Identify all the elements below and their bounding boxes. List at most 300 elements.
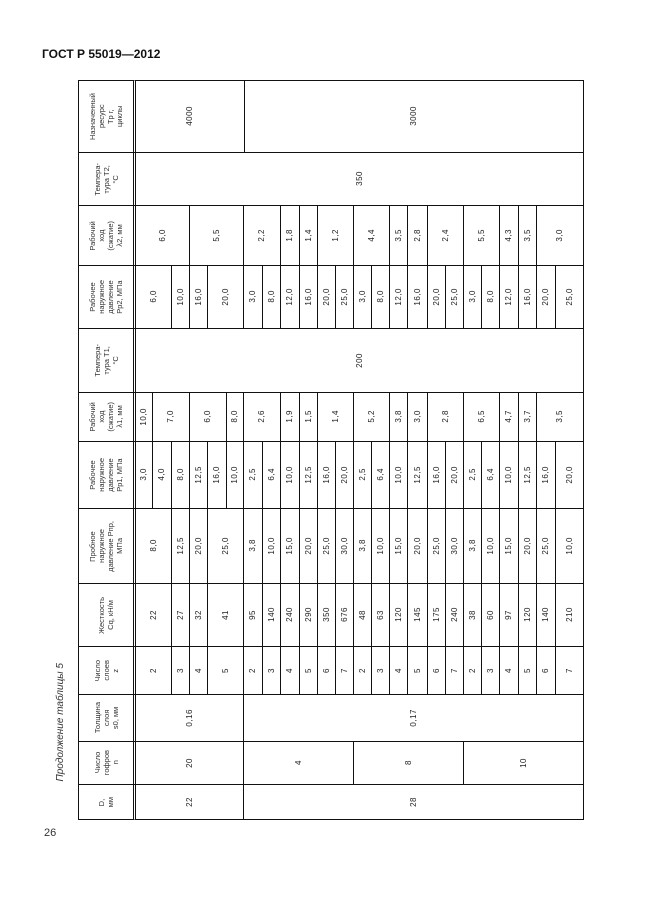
cell-value: 140 [266,607,276,622]
table-cell-ppr [189,508,208,584]
column-header-label: D, мм [97,796,115,808]
table-cell-ppr [243,508,263,584]
cell-value: 25,0 [564,287,574,306]
cell-value: 2,5 [357,468,367,481]
cell-value: 4 [393,667,403,673]
cell-value: 4 [504,667,513,673]
cell-value: 2 [148,667,158,673]
table-cell-lambda2 [536,205,584,266]
table-cell-p2 [481,265,500,329]
cell-value: 20,0 [541,287,550,306]
table-cell-p2 [371,265,390,329]
table-cell-lambda1 [389,392,408,442]
table-cell-p1 [280,441,300,509]
cell-value: 4,3 [504,228,513,242]
table-cell-cq [407,583,428,647]
table-cell-z [445,646,464,695]
table-cell-p2 [171,265,190,329]
cell-value: 6,0 [148,290,158,303]
cell-value: 3 [175,667,185,673]
column-header-label: Рабочий ход (сжатие) λ1, мм [88,402,124,432]
table-cell-z [536,646,556,695]
cell-value: 140 [541,607,550,622]
column-header-label: Темпера- тура T2, °C [92,162,120,196]
table-cell-p2 [536,265,556,329]
cell-value: 12,5 [303,465,313,484]
table-caption-text: Продолжение таблицы 5 [54,663,66,782]
cell-value: 8,0 [175,468,185,481]
table-cell-lambda1 [280,392,300,442]
table-cell-z [555,646,584,695]
column-header-z [78,646,136,695]
table-cell-p2 [243,265,263,329]
cell-value: 16,0 [303,287,313,306]
cell-value: 145 [412,607,422,622]
table-cell-p2 [353,265,372,329]
table-cell-lambda1 [536,392,584,442]
cell-value: 6,0 [203,410,212,423]
column-header-s0 [78,694,136,742]
cell-value: 25,0 [321,536,331,555]
table-cell-lambda1 [226,392,244,442]
table-cell-z [207,646,244,695]
cell-value: 10,0 [485,536,495,555]
cell-value: 6 [321,667,331,673]
table-cell-p2 [555,265,584,329]
table-cell-lambda1 [518,392,537,442]
column-header-n [78,741,136,785]
cell-value: 3,8 [467,539,477,552]
cell-value: 10,0 [393,465,403,484]
cell-value: 25,0 [431,536,441,555]
table-cell-z [335,646,354,695]
table-cell-ppr [207,508,244,584]
table-cell-cq [499,583,519,647]
cell-value: 3,8 [393,410,403,423]
table-cell-p2 [499,265,519,329]
column-header-d [78,784,136,820]
table-cell-z [371,646,390,695]
cell-value: 3,0 [467,290,477,303]
column-header-label: Толщина слоя s0, мм [92,702,120,734]
table-cell-p1 [518,441,537,509]
table-cell-p1 [427,441,446,509]
table-cell-p2 [207,265,244,329]
cell-value: 20 [184,757,194,768]
cell-value: 3,8 [248,539,257,552]
table-cell-p1 [243,441,263,509]
table-cell-ppr [463,508,482,584]
table-cell-z [299,646,318,695]
cell-value: 8,0 [485,290,495,303]
cell-value: 8,0 [375,290,385,303]
cell-value: 2,4 [440,228,450,242]
cell-value: 3,5 [393,228,403,242]
cell-value: 30,0 [339,536,349,555]
cell-value: 20,0 [303,536,313,555]
cell-value: 0,16 [184,708,194,727]
cell-value: 12,0 [393,287,403,306]
column-header-label: Рабочее наружное давление Pр2, МПа [88,280,124,314]
table-cell-cq [280,583,300,647]
table-cell-p2 [189,265,208,329]
cell-value: 8,0 [230,410,239,423]
cell-value: 20,0 [449,465,459,484]
table-cell-p1 [335,441,354,509]
column-header-p2 [78,265,136,329]
cell-value: 4000 [185,106,194,126]
table-cell-ppr [389,508,408,584]
table-cell-lambda2 [280,205,300,266]
cell-value: 63 [375,609,385,620]
table-cell-n [463,741,584,785]
table-cell-lambda1 [407,392,428,442]
table-cell-cq [335,583,354,647]
cell-value: 10,0 [266,536,276,555]
cell-value: 4 [193,667,203,673]
cell-value: 12,5 [175,536,185,555]
table-cell-ppr [335,508,354,584]
cell-value: 12,0 [285,287,294,306]
table-cell-resource [244,80,584,153]
cell-value: 16,0 [412,287,422,306]
table-cell-lambda2 [243,205,281,266]
table-cell-ppr [299,508,318,584]
table-cell-lambda1 [317,392,354,442]
table-cell-z [427,646,446,695]
cell-value: 2,6 [257,410,266,423]
cell-value: 4 [285,667,294,673]
table-cell-lambda2 [389,205,408,266]
cell-value: 1,2 [330,228,340,242]
cell-value: 200 [354,352,364,368]
table-cell-z [499,646,519,695]
table-cell-p1 [481,441,500,509]
cell-value: 10,0 [139,407,148,426]
cell-value: 1,8 [285,228,294,242]
cell-value: 12,5 [412,465,422,484]
table-cell-ppr [499,508,519,584]
table-cell-p2 [317,265,336,329]
cell-value: 48 [357,609,367,620]
table-cell-p1 [317,441,336,509]
table-cell-p1 [171,441,190,509]
table-cell-lambda1 [243,392,281,442]
cell-value: 6,0 [157,228,167,242]
table-cell-ppr [135,508,172,584]
table-cell-p2 [262,265,281,329]
table-cell-z [135,646,172,695]
cell-value: 676 [339,607,349,622]
cell-value: 20,0 [339,465,349,484]
cell-value: 5 [220,667,230,673]
table-cell-n [353,741,464,785]
table-cell-z [463,646,482,695]
cell-value: 97 [504,609,513,620]
cell-value: 32 [193,609,203,620]
table-cell-p2 [463,265,482,329]
table-cell-cq [207,583,244,647]
table-cell-p1 [536,441,556,509]
cell-value: 20,0 [220,287,230,306]
cell-value: 27 [175,609,185,620]
table-cell-p1 [226,441,244,509]
cell-value: 22 [148,609,158,620]
table-cell-s0 [243,694,584,742]
table-cell-p2 [427,265,446,329]
table-cell-lambda1 [299,392,318,442]
cell-value: 28 [408,796,418,807]
table-cell-p2 [135,265,172,329]
table-cell-p1 [371,441,390,509]
table-cell-lambda2 [353,205,390,266]
table-cell-lambda2 [317,205,354,266]
table-cell-z [189,646,208,695]
table-cell-p1 [555,441,584,509]
cell-value: 5 [522,667,532,673]
cell-value: 16,0 [193,287,203,306]
cell-value: 12,5 [522,465,532,484]
cell-value: 350 [354,171,364,186]
table-cell-p2 [299,265,318,329]
column-header-t2 [78,152,136,206]
cell-value: 3 [485,667,495,673]
table-cell-ppr [536,508,556,584]
table-cell-lambda1 [152,392,190,442]
cell-value: 4,4 [366,228,376,242]
cell-value: 3 [266,667,276,673]
table-cell-cq [243,583,263,647]
table-cell-cq [371,583,390,647]
cell-value: 1,9 [285,410,294,423]
table-cell-lambda2 [135,205,190,266]
column-header-ppr [78,508,136,584]
column-header-label: Жесткость Cq, кН/м [97,596,115,634]
table-cell-cq [353,583,372,647]
table-cell-n [243,741,354,785]
cell-value: 10,0 [504,465,513,484]
column-header-resource [78,80,136,153]
table-cell-cq [463,583,482,647]
page-number: 26 [44,827,57,839]
cell-value: 15,0 [285,536,294,555]
cell-value: 16,0 [212,465,221,484]
table-cell-ppr [280,508,300,584]
table-cell-p1 [499,441,519,509]
column-header-label: Пробное наружное давление Pпр, МПа [88,520,124,572]
cell-value: 16,0 [431,465,441,484]
table-cell-lambda1 [189,392,227,442]
table-cell-lambda2 [499,205,519,266]
table-cell-cq [135,583,172,647]
column-header-label: Рабочее наружное давление Pр1, МПа [88,458,124,492]
cell-value: 240 [285,607,294,622]
cell-value: 20,0 [412,536,422,555]
cell-value: 4,0 [157,468,166,481]
column-header-label: Число слоев z [92,659,120,682]
cell-value: 12,0 [504,287,513,306]
table-cell-cq [189,583,208,647]
cell-value: 10,0 [375,536,385,555]
table-cell-p1 [445,441,464,509]
table-cell-lambda2 [189,205,244,266]
cell-value: 240 [449,607,459,622]
cell-value: 10 [518,757,528,768]
cell-value: 8 [403,760,413,765]
cell-value: 0,17 [408,708,418,727]
cell-value: 6 [541,667,550,673]
table-cell-ppr [407,508,428,584]
cell-value: 16,0 [321,465,331,484]
table-cell-lambda2 [299,205,318,266]
cell-value: 2,5 [248,468,257,481]
table-cell-p1 [353,441,372,509]
table-cell-z [407,646,428,695]
table-cell-lambda1 [463,392,500,442]
table-cell-cq [171,583,190,647]
table-cell-p1 [463,441,482,509]
table-cell-cq [299,583,318,647]
cell-value: 15,0 [504,536,513,555]
cell-value: 3,0 [248,290,257,303]
table-cell-p1 [189,441,208,509]
table-cell-cq [427,583,446,647]
table-cell-p1 [407,441,428,509]
column-header-label: Число гофров n [92,750,120,776]
table-cell-ppr [427,508,446,584]
table-cell-ppr [445,508,464,584]
cell-value: 120 [522,607,532,622]
table-cell-p1 [389,441,408,509]
cell-value: 10,0 [175,287,185,306]
table-cell-cq [481,583,500,647]
table-cell-cq [389,583,408,647]
cell-value: 95 [248,609,257,620]
table-cell-cq [445,583,464,647]
column-header-label: Назначенный ресурс Tр г, циклы [88,92,124,141]
table-cell-p2 [445,265,464,329]
cell-value: 2 [248,667,257,673]
cell-value: 2,5 [467,468,477,481]
cell-value: 3,7 [522,410,532,423]
cell-value: 7,0 [166,410,175,423]
cell-value: 2,2 [257,228,266,242]
cell-value: 3,0 [555,228,564,242]
cell-value: 25,0 [541,536,550,555]
table-cell-lambda1 [427,392,464,442]
cell-value: 6 [431,667,441,673]
table-cell-ppr [317,508,336,584]
table-cell-ppr [353,508,372,584]
cell-value: 3000 [409,106,418,126]
cell-value: 2 [467,667,477,673]
cell-value: 3 [375,667,385,673]
cell-value: 2 [357,667,367,673]
table-cell-z [481,646,500,695]
table-cell-ppr [262,508,281,584]
table-cell-cq [317,583,336,647]
table-cell-n [135,741,244,785]
cell-value: 5,5 [476,228,486,242]
cell-value: 210 [564,607,574,622]
table-cell-d [135,784,244,820]
cell-value: 20,0 [431,287,441,306]
cell-value: 3,5 [522,228,532,242]
cell-value: 25,0 [449,287,459,306]
cell-value: 4 [293,760,303,765]
cell-value: 20,0 [564,465,574,484]
cell-value: 3,0 [357,290,367,303]
cell-value: 1,4 [330,410,340,423]
cell-value: 5 [412,667,422,673]
cell-value: 2,8 [440,410,450,423]
cell-value: 3,8 [357,539,367,552]
table-cell-z [243,646,263,695]
table-cell-lambda2 [518,205,537,266]
cell-value: 3,0 [139,468,148,481]
table-cell-cq [536,583,556,647]
table-cell-z [171,646,190,695]
cell-value: 16,0 [541,465,550,484]
document-title: ГОСТ Р 55019—2012 [42,47,161,61]
cell-value: 2,8 [412,228,422,242]
table-cell-z [353,646,372,695]
cell-value: 8,0 [148,539,158,552]
cell-value: 16,0 [522,287,532,306]
table-cell-cq [262,583,281,647]
table-cell-p2 [389,265,408,329]
cell-value: 41 [220,609,230,620]
column-header-t1 [78,328,136,393]
table-cell-p2 [335,265,354,329]
table-cell-d [243,784,584,820]
table-cell-p1 [299,441,318,509]
cell-value: 5,2 [366,410,376,423]
cell-value: 6,4 [375,468,385,481]
table-cell-t1 [135,328,584,393]
table-cell-p1 [135,441,153,509]
table-caption [52,640,68,805]
cell-value: 1,4 [303,228,313,242]
column-header-label: Темпера- тура T1, °C [92,344,120,377]
column-header-lambda1 [78,392,136,442]
table-cell-lambda2 [407,205,428,266]
cell-value: 10,0 [285,465,294,484]
cell-value: 4,7 [504,410,513,423]
table-cell-z [280,646,300,695]
table-cell-resource [135,80,245,153]
table-cell-lambda2 [427,205,464,266]
column-header-label: Рабочий ход (сжатие) λ2, мм [88,220,124,251]
cell-value: 290 [303,607,313,622]
column-header-lambda2 [78,205,136,266]
table-cell-t2 [135,152,584,206]
cell-value: 7 [449,667,459,673]
table-cell-cq [518,583,537,647]
cell-value: 1,5 [303,410,313,423]
cell-value: 7 [564,667,574,673]
cell-value: 6,4 [485,468,495,481]
cell-value: 22 [184,796,194,807]
cell-value: 3,0 [412,410,422,423]
cell-value: 350 [321,607,331,622]
cell-value: 6,5 [476,410,486,423]
table-cell-lambda1 [353,392,390,442]
table-cell-p2 [407,265,428,329]
cell-value: 6,4 [266,468,276,481]
table-cell-p2 [518,265,537,329]
table-cell-p2 [280,265,300,329]
